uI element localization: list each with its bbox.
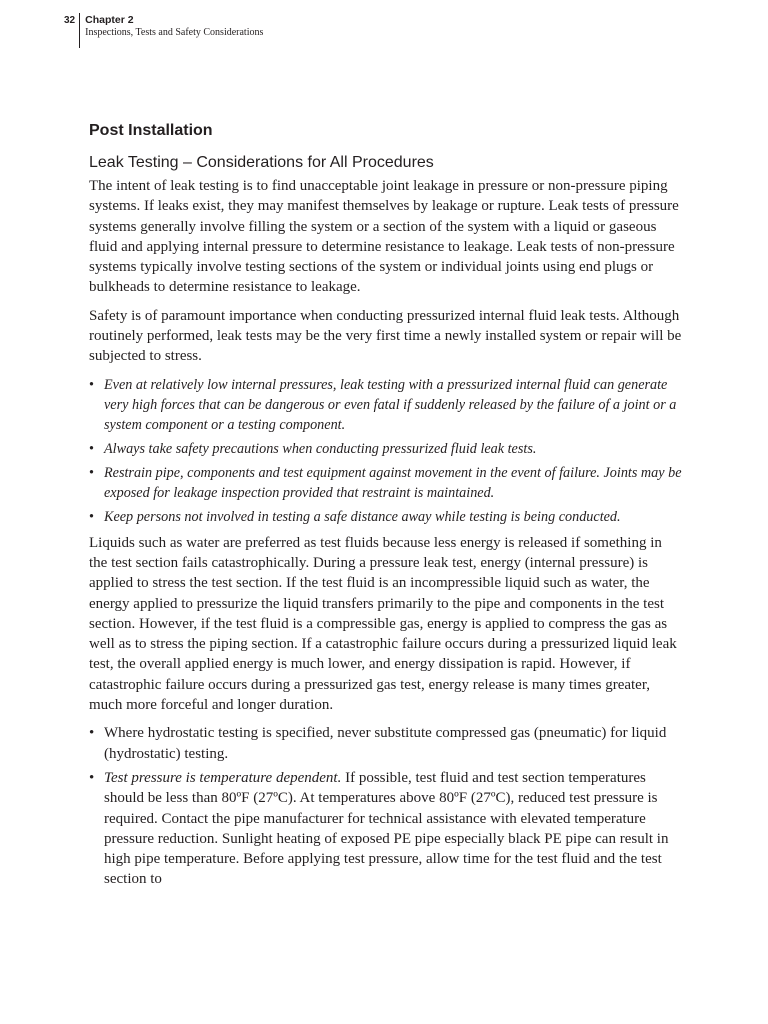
list-item-text: Always take safety precautions when conducting pressurized fluid leak tests. <box>104 440 537 457</box>
list-item-text: If possible, test fluid and test section temperatures should be less than 80ºF (27ºC). At temperatures above 80ºF (27ºC), reduced test pressure is required. Contact the pipe manufacturer for technical assistance with elevated temperature pressure reduction. Sunlight heating of exposed PE pipe especially black PE pipe can result in high pipe temperature. Before applying test pressure, allow time for the test fluid and the test section to <box>104 769 669 888</box>
bullet-icon: • <box>89 769 95 786</box>
bullet-icon: • <box>89 508 94 525</box>
list-item-text: Even at relatively low internal pressures, leak testing with a pressurized internal fluid can generate very high forces that can be dangerous or even fatal if suddenly released by the failure of a joint or a system component or a testing component. <box>104 376 677 433</box>
section-title: Post Installation <box>89 122 213 139</box>
header-text <box>85 13 263 39</box>
list-item-text: Where hydrostatic testing is specified, never substitute compressed gas (pneumatic) for liquid (hydrostatic) testing. <box>104 725 667 762</box>
page-number: 32 <box>64 15 76 26</box>
list-item <box>89 723 683 764</box>
bullet-icon: • <box>89 440 94 457</box>
list-item <box>89 439 683 459</box>
page-content <box>89 120 683 896</box>
chapter-subtitle: Inspections, Tests and Safety Considerations <box>85 27 264 38</box>
bullet-icon: • <box>89 725 95 742</box>
paragraph-test-fluids: Liquids such as water are preferred as test fluids because less energy is released if something in the test section fails catastrophically. During a pressure leak test, energy (internal pressure) is applied to stress the test section. If the test fluid is an incompressible liquid such as water, the energy applied to pressurize the liquid transfers primarily to the pipe and components in the test section. However, if the test fluid is a compressible gas, energy is applied to compress the gas as well as to stress the piping section. If a catastrophic failure occurs during a pressurized liquid leak test, the overall applied energy is much lower, and energy dissipation is rapid. However, if catastrophic failure occurs during a pressurized gas test, energy release is many times greater, much more forceful and longer duration. <box>89 534 677 714</box>
bullet-icon: • <box>89 464 94 481</box>
bullet-icon: • <box>89 376 94 393</box>
list-item <box>89 507 683 527</box>
testing-bullet-list <box>89 723 683 889</box>
list-item <box>89 768 683 890</box>
paragraph-safety: Safety is of paramount importance when conducting pressurized internal fluid leak tests. Although routinely performed, leak tests may be the very first time a newly installed system or repair will be subjected to stress. <box>89 307 682 365</box>
list-item-text: Restrain pipe, components and test equipment against movement in the event of failure. Joints may be exposed for leakage inspection provided that restraint is maintained. <box>104 464 682 501</box>
paragraph-intent: The intent of leak testing is to find unacceptable joint leakage in pressure or non-pressure piping systems. If leaks exist, they may manifest themselves by leakage or rupture. Leak tests of pressure systems generally involve filling the system or a section of the system with a liquid or gaseous fluid and applying internal pressure to determine resistance to leakage. Leak tests of non-pressure systems typically involve testing sections of the system or individual joints using end plugs or bulkheads to determine resistance to leakage. <box>89 178 679 296</box>
list-item-text: Keep persons not involved in testing a safe distance away while testing is being conducted. <box>104 508 621 525</box>
subsection-title: Leak Testing – Considerations for All Procedures <box>89 154 434 171</box>
list-item <box>89 463 683 503</box>
header-divider <box>79 13 80 48</box>
running-header <box>64 13 263 48</box>
safety-bullet-list <box>89 375 683 527</box>
list-item <box>89 375 683 435</box>
chapter-label: Chapter 2 <box>85 14 134 26</box>
list-item-lead: Test pressure is temperature dependent. <box>104 769 342 786</box>
